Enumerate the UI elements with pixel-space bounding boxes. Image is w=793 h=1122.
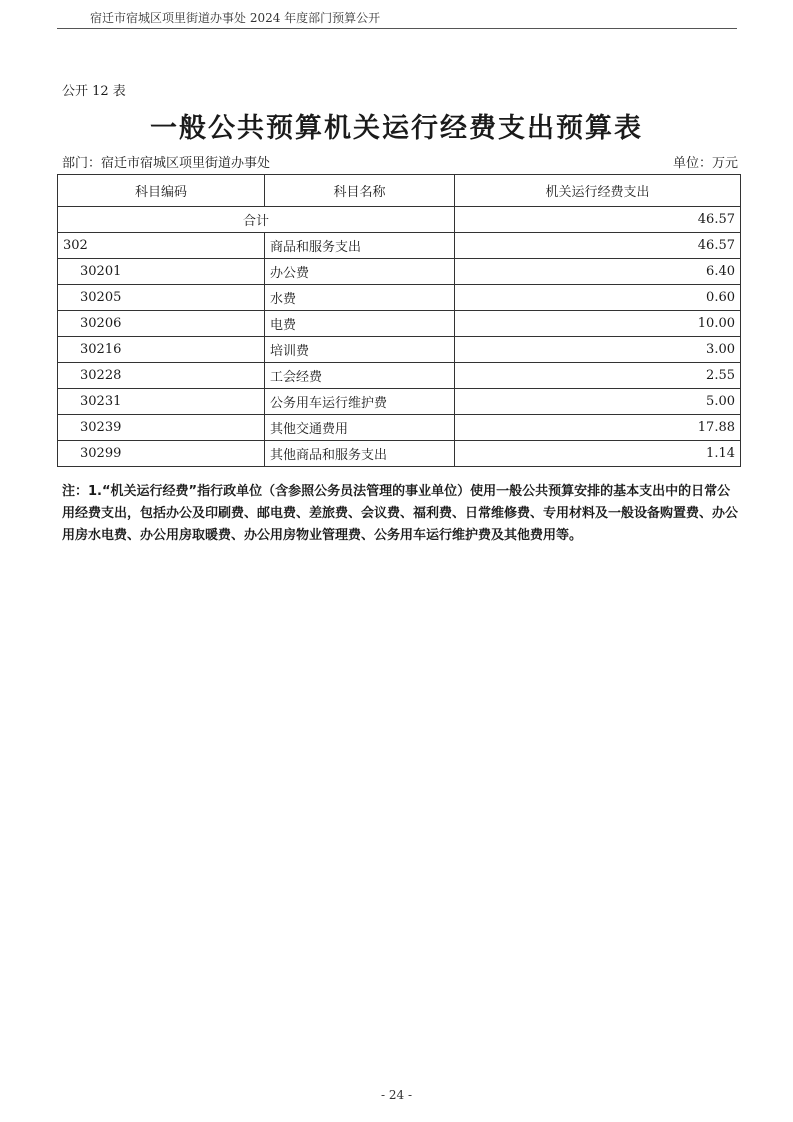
total-label: 合计 [58, 207, 455, 233]
row-code: 30205 [58, 285, 265, 311]
page-number: - 24 - [380, 1088, 412, 1102]
meta-row [62, 152, 738, 171]
row-amount: 17.88 [455, 415, 741, 441]
row-name: 工会经费 [265, 363, 455, 389]
row-name: 其他商品和服务支出 [265, 441, 455, 467]
column-header-amount: 机关运行经费支出 [455, 175, 741, 207]
running-header: 宿迁市宿城区项里街道办事处 2024 年度部门预算公开 [90, 11, 381, 25]
table-row [58, 441, 741, 467]
total-amount: 46.57 [455, 207, 741, 233]
row-code: 30201 [58, 259, 265, 285]
row-code: 30216 [58, 337, 265, 363]
row-name: 办公费 [265, 259, 455, 285]
column-header-name: 科目名称 [265, 175, 455, 207]
row-code: 30299 [58, 441, 265, 467]
row-name: 水费 [265, 285, 455, 311]
total-row [58, 207, 741, 233]
row-name: 电费 [265, 311, 455, 337]
document-title: 一般公共预算机关运行经费支出预算表 [150, 113, 643, 144]
table-row [58, 415, 741, 441]
table-row [58, 259, 741, 285]
unit-label: 单位：万元 [672, 156, 738, 171]
row-amount: 6.40 [455, 259, 741, 285]
row-code: 30228 [58, 363, 265, 389]
row-name: 其他交通费用 [265, 415, 455, 441]
row-amount: 5.00 [455, 389, 741, 415]
table-row [58, 389, 741, 415]
row-name: 公务用车运行维护费 [265, 389, 455, 415]
table-header-row [58, 175, 741, 207]
row-code: 30231 [58, 389, 265, 415]
footnote: 注：1.“机关运行经费”指行政单位（含参照公务员法管理的事业单位）使用一般公共预算安排的基本支出中的日常公用经费支出，包括办公及印刷费、邮电费、差旅费、会议费、福利费、日常维修费、专用材料及一般设备购置费、办公用房水电费、办公用房取暖费、办公用房物业管理费、公务用车运行维护费及其他费用等。 [62, 484, 739, 543]
row-name: 商品和服务支出 [265, 233, 455, 259]
row-code: 30239 [58, 415, 265, 441]
row-code: 30206 [58, 311, 265, 337]
row-amount: 2.55 [455, 363, 741, 389]
row-amount: 0.60 [455, 285, 741, 311]
row-amount: 1.14 [455, 441, 741, 467]
column-header-code: 科目编码 [58, 175, 265, 207]
table-number: 公开 12 表 [62, 84, 126, 99]
row-amount: 10.00 [455, 311, 741, 337]
row-code: 302 [58, 233, 265, 259]
row-name: 培训费 [265, 337, 455, 363]
budget-table [57, 174, 741, 467]
table-row [58, 233, 741, 259]
row-amount: 46.57 [455, 233, 741, 259]
table-row [58, 337, 741, 363]
table-row [58, 363, 741, 389]
table-row [58, 285, 741, 311]
department-label: 部门：宿迁市宿城区项里街道办事处 [62, 156, 271, 171]
table-row [58, 311, 741, 337]
header-rule [57, 28, 737, 29]
row-amount: 3.00 [455, 337, 741, 363]
